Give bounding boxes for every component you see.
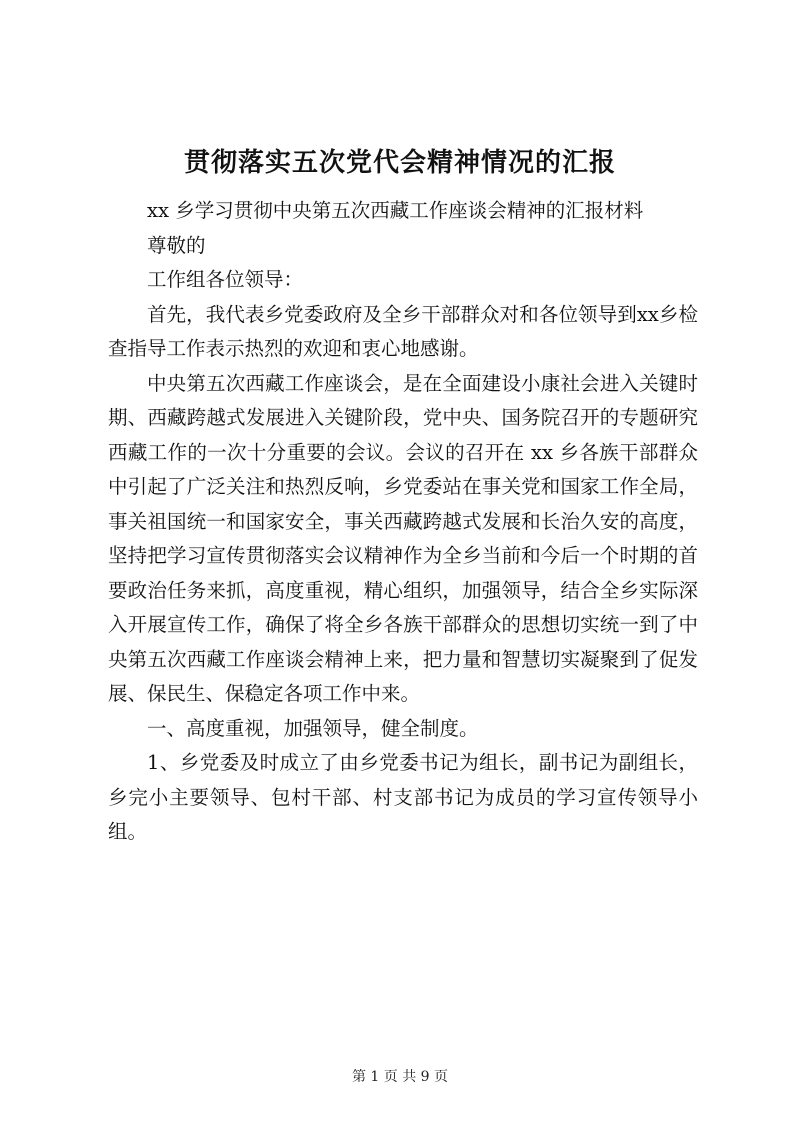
document-body — [108, 194, 698, 850]
item-paragraph-1: 1、乡党委及时成立了由乡党委书记为组长，副书记为副组长，乡完小主要领导、包村干部、村支部书记为成员的学习宣传领导小组。 — [108, 751, 698, 843]
subtitle-paragraph: xx 乡学习贯彻中央第五次西藏工作座谈会精神的汇报材料 — [147, 199, 644, 222]
addressee-paragraph: 工作组各位领导： — [147, 268, 304, 291]
section-heading-1: 一、高度重视，加强领导，健全制度。 — [147, 716, 479, 740]
document-title: 贯彻落实五次党代会精神情况的汇报 — [183, 148, 616, 178]
salutation-paragraph: 尊敬的 — [147, 233, 206, 257]
welcome-paragraph: 首先，我代表乡党委政府及全乡干部群众对和各位领导到xx乡检查指导工作表示热烈的欢迎和衷心地感谢。 — [108, 302, 698, 360]
background-paragraph: 中央第五次西藏工作座谈会，是在全面建设小康社会进入关键时期、西藏跨越式发展进入关键阶段，党中央、国务院召开的专题研究西藏工作的一次十分重要的会议。会议的召开在 xx 乡各族干部群众中引起了广泛关注和热烈反响，乡党委站在事关党和国家工作全局，事关祖国统一和国家安全，事关西藏跨越式发展和长治久安的高度，坚持把学习宣传贯彻落实会议精神作为全乡当前和今后一个时期的首要政治任务来抓，高度重视，精心组织，加强领导，结合全乡实际深入开展宣传工作，确保了将全乡各族干部群众的思想切实统一到了中央第五次西藏工作座谈会精神上来，把力量和智慧切实凝聚到了促发展、保民生、保稳定各项工作中来。 — [108, 371, 698, 705]
page-footer: 第 1 页 共 9 页 — [351, 1069, 449, 1085]
